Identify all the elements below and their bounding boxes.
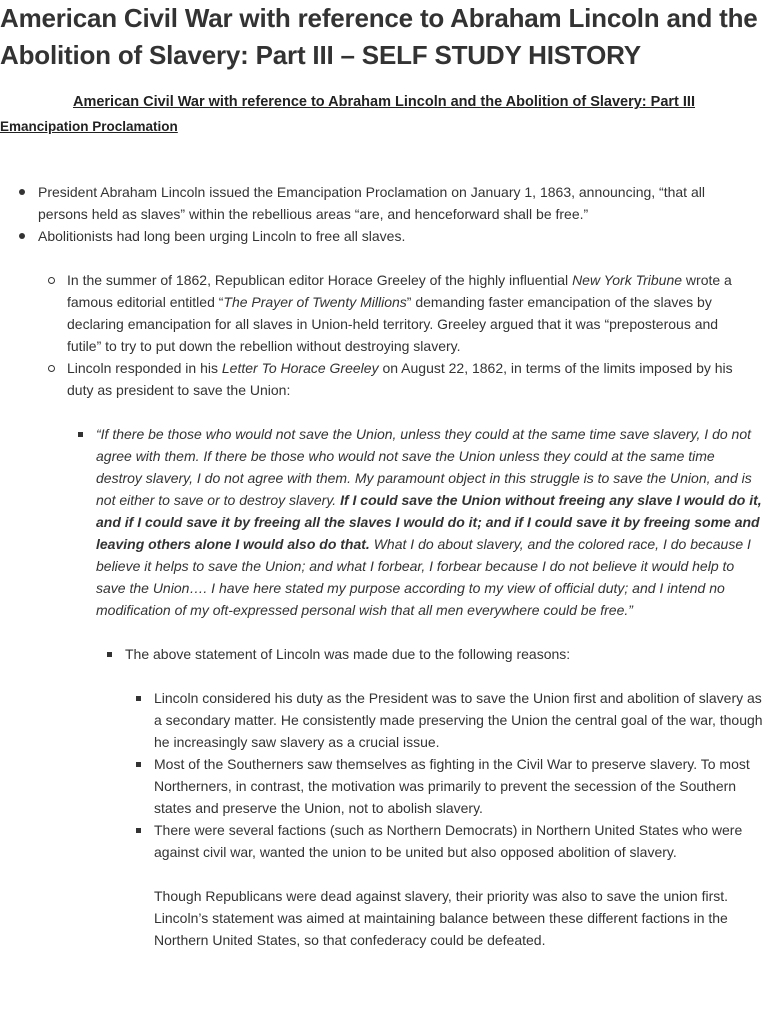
quote-bold-text: If I could save the Union without freeing any slave I would do it, and if I could save it by freeing all the slaves I would do it; and if I could save it by freeing some and leaving others alone I would also do that. bbox=[96, 492, 762, 552]
list-item bbox=[0, 269, 768, 357]
greeley-text: ” demanding faster emancipation of the slaves by declaring emancipation for all slaves in Union-held territory. Greeley argued that it was “preposterous and futile” to try to put down the rebellion without destroying slavery. bbox=[67, 294, 719, 354]
article-body bbox=[0, 181, 768, 951]
list-item: President Abraham Lincoln issued the Emancipation Proclamation on January 1, 1863, announcing, “that all persons held as slaves” within the rebellious areas “are, and henceforward shall be free.” bbox=[0, 181, 768, 225]
closing-paragraph: Though Republicans were dead against slavery, their priority was also to save the union first. Lincoln’s statement was aimed at maintaining balance between these different factions in the Northern United States, so that confederacy could be defeated. bbox=[154, 888, 729, 948]
lincoln-response-text: Lincoln responded in his bbox=[67, 360, 222, 376]
lincoln-response-text: on August 22, 1862, in terms of the limits imposed by his duty as president to save the Union: bbox=[67, 360, 733, 398]
new-york-tribune-title: New York Tribune bbox=[572, 272, 683, 288]
list-item bbox=[0, 357, 768, 401]
list-item: Most of the Southerners saw themselves as fighting in the Civil War to preserve slavery. To most Northerners, in contrast, the motivation was primarily to prevent the secession of the Southern states and preserve the Union, not to abolish slavery. bbox=[0, 753, 768, 819]
list-item: The above statement of Lincoln was made due to the following reasons: bbox=[0, 643, 768, 665]
quote-list bbox=[0, 423, 768, 621]
list-item: There were several factions (such as Northern Democrats) in Northern United States who were against civil war, wanted the union to be united but also opposed abolition of slavery. bbox=[0, 819, 768, 863]
article-subtitle: American Civil War with reference to Abraham Lincoln and the Abolition of Slavery: Part III bbox=[72, 94, 695, 110]
greeley-list bbox=[0, 269, 768, 401]
list-item: Abolitionists had long been urging Lincoln to free all slaves. bbox=[0, 225, 768, 247]
prayer-title: The Prayer of Twenty Millions bbox=[223, 294, 407, 310]
main-bullet-list bbox=[0, 181, 768, 247]
greeley-text: In the summer of 1862, Republican editor Horace Greeley of the highly influential bbox=[67, 272, 573, 288]
reasons-intro-list bbox=[0, 643, 768, 665]
reasons-list bbox=[0, 687, 768, 863]
quote-text: What I do about slavery, and the colored race, I do because I believe it helps to save the Union; and what I forbear, I forbear because I do not believe it would help to save the Union…. I have here stated my purpose according to my view of official duty; and I intend no modification of my oft-expressed personal wish that all men everywhere could be free.” bbox=[96, 536, 751, 618]
list-item: Lincoln considered his duty as the President was to save the Union first and abolition of slavery as a secondary matter. He consistently made preserving the Union the central goal of the war, though he increasingly saw slavery as a crucial issue. bbox=[0, 687, 768, 753]
quote-text: “If there be those who would not save the Union, unless they could at the same time save slavery, I do not agree with them. If there be those who would not save the Union unless they could at the same time destroy slavery, I do not agree with them. My paramount object in this struggle is to save the Union, and is not either to save or to destroy slavery. bbox=[96, 426, 752, 508]
greeley-text: wrote a famous editorial entitled “ bbox=[67, 272, 732, 310]
page-title: American Civil War with reference to Abraham Lincoln and the Abolition of Slavery: Part III – SELF STUDY HISTORY bbox=[0, 3, 758, 70]
letter-title: Letter To Horace Greeley bbox=[221, 360, 379, 376]
section-heading: Emancipation Proclamation bbox=[0, 119, 178, 134]
lincoln-quote bbox=[0, 423, 768, 621]
